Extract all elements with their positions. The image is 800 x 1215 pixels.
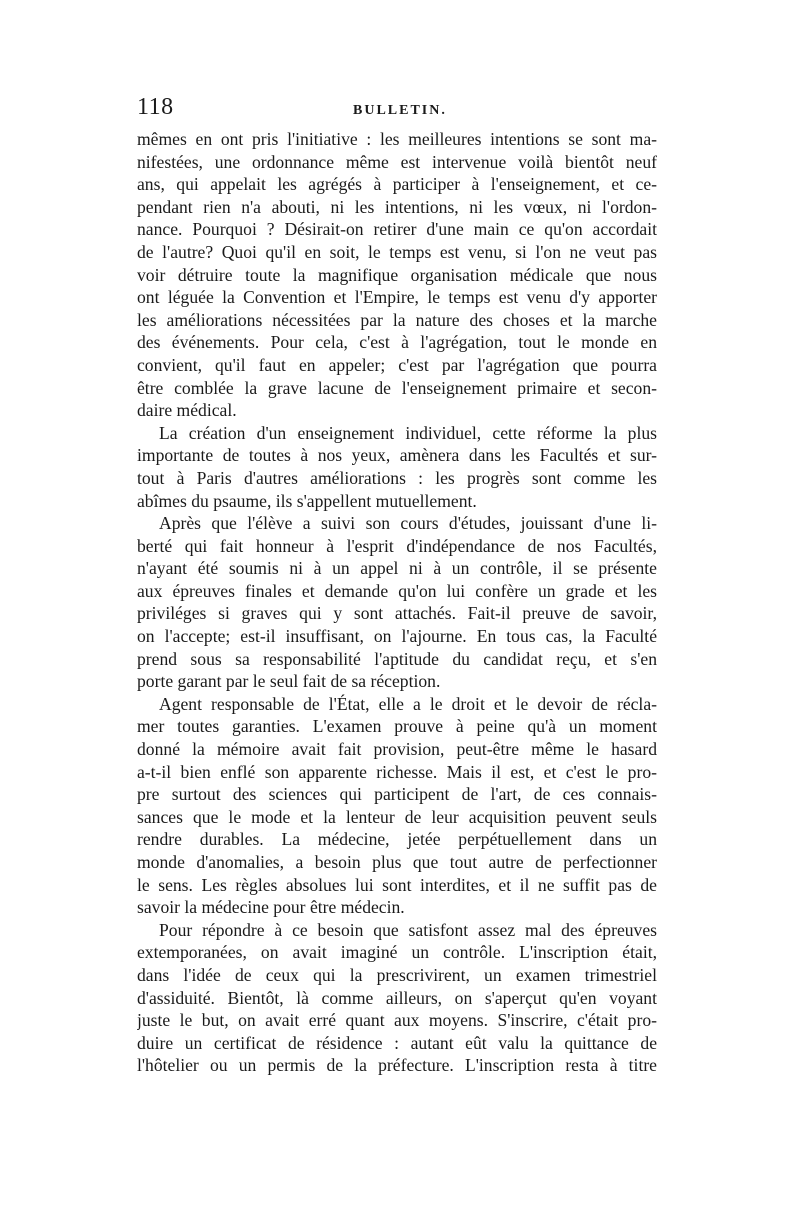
body-text: [137, 128, 657, 1077]
text-line: duire un certificat de résidence : autant eût valu la quittance de: [137, 1032, 657, 1053]
text-line: mer toutes garanties. L'examen prouve à peine qu'à un moment: [137, 716, 657, 737]
text-line: le sens. Les règles absolues lui sont interdites, et il ne suffit pas de: [137, 874, 657, 895]
text-line: pendant rien n'a abouti, ni les intentions, ni les vœux, ni l'ordon-: [137, 196, 657, 217]
text-line: pre surtout des sciences qui participent de l'art, de ces connais-: [137, 784, 657, 805]
text-line: juste le but, on avait erré quant aux moyens. S'inscrire, c'était pro-: [137, 1010, 657, 1031]
text-line: monde d'anomalies, a besoin plus que tout autre de perfectionner: [137, 852, 657, 872]
text-line: d'assiduité. Bientôt, là comme ailleurs, on s'aperçut qu'en voyant: [137, 987, 657, 1008]
text-line: Pour répondre à ce besoin que satisfont assez mal des épreuves: [159, 919, 657, 940]
text-line: mêmes en ont pris l'initiative : les meilleures intentions se sont ma-: [137, 129, 657, 149]
text-line: ont léguée la Convention et l'Empire, le temps est venu d'y apporter: [137, 287, 657, 308]
text-line: sances que le mode et la lenteur de leur acquisition peuvent seuls: [137, 806, 657, 827]
text-line: donné la mémoire avait fait provision, peut-être même le hasard: [137, 739, 657, 760]
text-line: nifestées, une ordonnance même est intervenue voilà bientôt neuf: [137, 151, 657, 172]
text-line: priviléges si graves qui y sont attachés. Fait-il preuve de savoir,: [137, 603, 657, 624]
text-line: voir détruire toute la magnifique organisation médicale que nous: [137, 264, 657, 285]
running-title: BULLETIN.: [353, 103, 447, 118]
text-line: importante de toutes à nos yeux, amènera dans les Facultés et sur-: [137, 445, 657, 466]
text-line: nance. Pourquoi ? Désirait-on retirer d'une main ce qu'on accordait: [137, 219, 657, 240]
text-line: aux épreuves finales et demande qu'on lui confère un grade et les: [137, 580, 657, 601]
text-line: berté qui fait honneur à l'esprit d'indépendance de nos Facultés,: [137, 535, 657, 556]
text-line: dans l'idée de ceux qui la prescrivirent, un examen trimestriel: [137, 964, 657, 985]
text-line: de l'autre? Quoi qu'il en soit, le temps est venu, si l'on ne veut pas: [137, 241, 657, 262]
page-number: 118: [137, 94, 174, 120]
text-line: n'ayant été soumis ni à un appel ni à un contrôle, il se présente: [137, 558, 657, 579]
text-line: daire médical.: [137, 400, 237, 421]
text-line: prend sous sa responsabilité l'aptitude du candidat reçu, et s'en: [137, 648, 657, 669]
text-line: l'hôtelier ou un permis de la préfecture. L'inscription resta à titre: [137, 1055, 657, 1076]
text-line: a-t-il bien enflé son apparente richesse. Mais il est, et c'est le pro-: [137, 761, 657, 782]
text-line: des événements. Pour cela, c'est à l'agrégation, tout le monde en: [137, 332, 657, 353]
text-line: Après que l'élève a suivi son cours d'études, jouissant d'une li-: [159, 513, 657, 534]
text-line: on l'accepte; est-il insuffisant, on l'ajourne. En tous cas, la Faculté: [137, 626, 657, 647]
text-line: extemporanées, on avait imaginé un contrôle. L'inscription était,: [137, 942, 657, 963]
text-line: ans, qui appelait les agrégés à participer à l'enseignement, et ce-: [137, 174, 657, 195]
text-line: rendre durables. La médecine, jetée perpétuellement dans un: [137, 829, 657, 850]
text-line: tout à Paris d'autres améliorations : les progrès sont comme les: [137, 467, 657, 488]
text-line: Agent responsable de l'État, elle a le droit et le devoir de récla-: [159, 693, 657, 714]
text-line: La création d'un enseignement individuel, cette réforme la plus: [159, 422, 657, 443]
text-line: porte garant par le seul fait de sa réception.: [137, 671, 441, 692]
page-header: [137, 94, 657, 124]
text-line: abîmes du psaume, ils s'appellent mutuellement.: [137, 490, 477, 511]
text-line: les améliorations nécessitées par la nature des choses et la marche: [137, 309, 657, 330]
text-line: être comblée la grave lacune de l'enseignement primaire et secon-: [137, 377, 657, 398]
text-line: convient, qu'il faut en appeler; c'est par l'agrégation que pourra: [137, 354, 657, 375]
text-line: savoir la médecine pour être médecin.: [137, 897, 405, 918]
